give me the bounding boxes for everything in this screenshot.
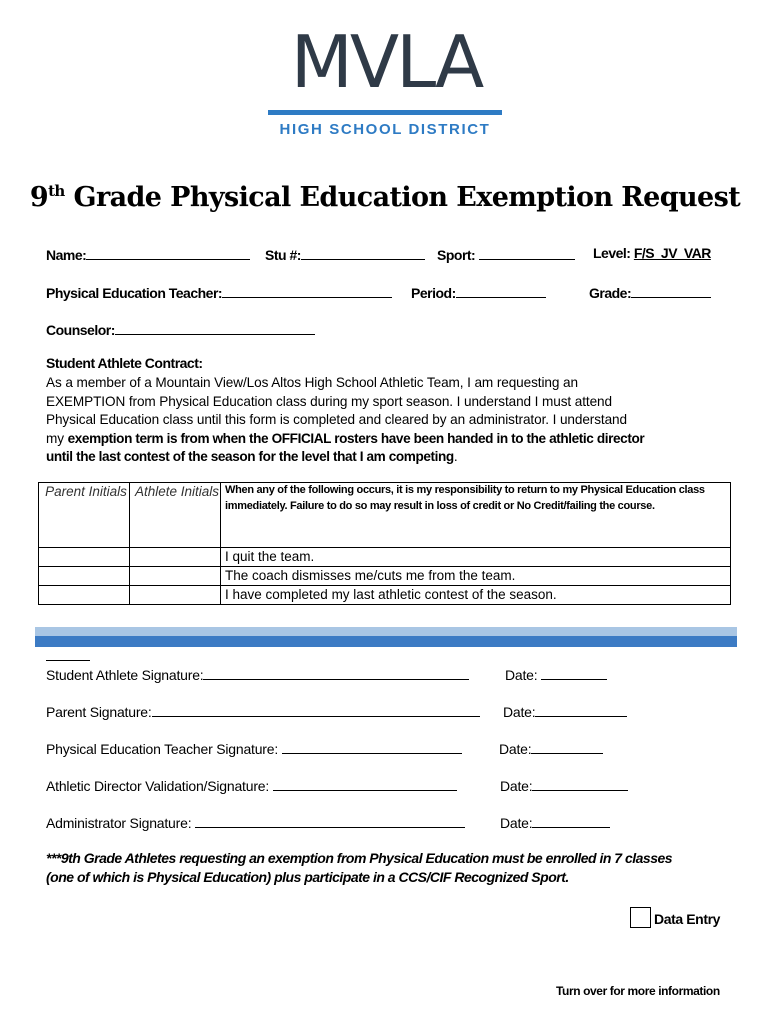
athlete-initials-cell[interactable]	[130, 567, 221, 586]
contract-line-5	[46, 448, 736, 467]
admin-signature-line[interactable]	[195, 813, 465, 828]
district-logo-subtitle: HIGH SCHOOL DISTRICT	[279, 121, 491, 138]
stu-line[interactable]	[301, 245, 425, 260]
grade-label: Grade:	[589, 285, 632, 301]
athlete-initials-header: Athlete Initials	[130, 483, 221, 548]
admin-date-line[interactable]	[532, 813, 610, 828]
parent-initials-cell[interactable]	[39, 567, 130, 586]
page-title	[0, 182, 770, 213]
table-row-text: I quit the team.	[221, 548, 731, 567]
period-field[interactable]	[411, 283, 546, 301]
divider-band-dark	[35, 636, 737, 647]
name-field[interactable]	[46, 245, 250, 263]
pe-teacher-signature-line[interactable]	[282, 739, 462, 754]
admin-signature-field[interactable]	[46, 813, 465, 831]
enrollment-note	[46, 849, 746, 887]
parent-signature-field[interactable]	[46, 702, 480, 720]
counselor-field[interactable]	[46, 320, 315, 338]
sport-label: Sport:	[437, 247, 476, 263]
title-prefix: 9	[29, 182, 49, 213]
pe-teacher-date-label: Date:	[499, 741, 532, 757]
pe-teacher-signature-label: Physical Education Teacher Signature:	[46, 741, 279, 757]
contract-line-4	[46, 430, 736, 449]
contract-line-3: Physical Education class until this form is completed and cleared by an administrator. I understand	[46, 412, 627, 428]
ad-signature-field[interactable]	[46, 776, 457, 794]
contract-line-1: As a member of a Mountain View/Los Altos High School Athletic Team, I am requesting an	[46, 375, 578, 390]
admin-date-field[interactable]	[500, 813, 610, 831]
parent-initials-cell[interactable]	[39, 586, 130, 605]
contract-line-5-bold: until the last contest of the season for the level that I am competing	[46, 449, 454, 465]
parent-signature-label: Parent Signature:	[46, 704, 152, 720]
level-field[interactable]	[593, 245, 711, 261]
contract-line-2: EXEMPTION from Physical Education class during my sport season. I understand I must attend	[46, 393, 612, 409]
note-line-1: ***9th Grade Athletes requesting an exemption from Physical Education must be enrolled in 7 classes	[46, 850, 673, 866]
data-entry-checkbox[interactable]	[630, 907, 651, 928]
admin-date-label: Date:	[500, 815, 533, 831]
name-line[interactable]	[86, 245, 250, 260]
level-label: Level:	[593, 245, 631, 261]
grade-line[interactable]	[631, 283, 711, 298]
student-signature-field[interactable]	[46, 665, 469, 683]
student-date-field[interactable]	[505, 665, 607, 683]
table-instructions: When any of the following occurs, it is my responsibility to return to my Physical Education class immediately. Failure to do so may result in loss of credit or No Credit/failing the course.	[221, 483, 731, 548]
counselor-line[interactable]	[115, 320, 315, 335]
admin-signature-label: Administrator Signature:	[46, 815, 192, 831]
title-sup: th	[48, 182, 65, 200]
sport-line[interactable]	[479, 245, 575, 260]
parent-signature-line[interactable]	[152, 702, 480, 717]
contract-line-4-bold: exemption term is from when the OFFICIAL rosters have been handed in to the athletic director	[67, 430, 645, 446]
divider-band-light	[35, 627, 737, 636]
pe-teacher-date-field[interactable]	[499, 739, 603, 757]
contract-line-4-prefix: my	[46, 430, 68, 446]
stu-field[interactable]	[265, 245, 425, 263]
table-row-text: The coach dismisses me/cuts me from the team.	[221, 567, 731, 586]
grade-field[interactable]	[589, 283, 711, 301]
note-line-2: (one of which is Physical Education) plus participate in a CCS/CIF Recognized Sport.	[46, 869, 569, 885]
divider-stub	[46, 660, 90, 661]
ad-date-field[interactable]	[500, 776, 628, 794]
sport-field[interactable]	[437, 245, 575, 263]
pe-teacher-line[interactable]	[222, 283, 392, 298]
name-label: Name:	[46, 247, 87, 263]
logo-underline	[268, 110, 502, 115]
period-line[interactable]	[456, 283, 546, 298]
footer-text: Turn over for more information	[556, 984, 720, 998]
table-row	[39, 586, 731, 605]
student-date-line[interactable]	[541, 665, 607, 680]
stu-label: Stu #:	[265, 247, 301, 263]
period-label: Period:	[411, 285, 456, 301]
initials-table	[38, 482, 731, 605]
contract-heading: Student Athlete Contract:	[46, 355, 203, 371]
table-row	[39, 548, 731, 567]
athlete-initials-cell[interactable]	[130, 586, 221, 605]
parent-date-line[interactable]	[535, 702, 627, 717]
district-logo-wordmark: MVLA	[290, 20, 482, 104]
pe-teacher-date-line[interactable]	[531, 739, 603, 754]
title-rest: Grade Physical Education Exemption Request	[64, 182, 741, 213]
student-date-label: Date:	[505, 667, 538, 683]
pe-teacher-label: Physical Education Teacher:	[46, 285, 223, 301]
contract-line-5-end: .	[453, 449, 458, 465]
athlete-initials-cell[interactable]	[130, 548, 221, 567]
pe-teacher-signature-field[interactable]	[46, 739, 462, 757]
pe-teacher-field[interactable]	[46, 283, 392, 301]
parent-initials-cell[interactable]	[39, 548, 130, 567]
ad-date-label: Date:	[500, 778, 533, 794]
parent-date-field[interactable]	[503, 702, 627, 720]
parent-initials-header: Parent Initials	[39, 483, 130, 548]
student-signature-line[interactable]	[203, 665, 469, 680]
parent-date-label: Date:	[503, 704, 536, 720]
table-row-text: I have completed my last athletic contest of the season.	[221, 586, 731, 605]
ad-signature-line[interactable]	[273, 776, 457, 791]
data-entry-label: Data Entry	[654, 911, 721, 927]
student-signature-label: Student Athlete Signature:	[46, 667, 204, 683]
ad-date-line[interactable]	[532, 776, 628, 791]
table-row	[39, 567, 731, 586]
ad-signature-label: Athletic Director Validation/Signature:	[46, 778, 270, 794]
counselor-label: Counselor:	[46, 322, 115, 338]
contract-body	[46, 374, 736, 467]
level-options[interactable]: F/S JV VAR	[633, 245, 711, 261]
